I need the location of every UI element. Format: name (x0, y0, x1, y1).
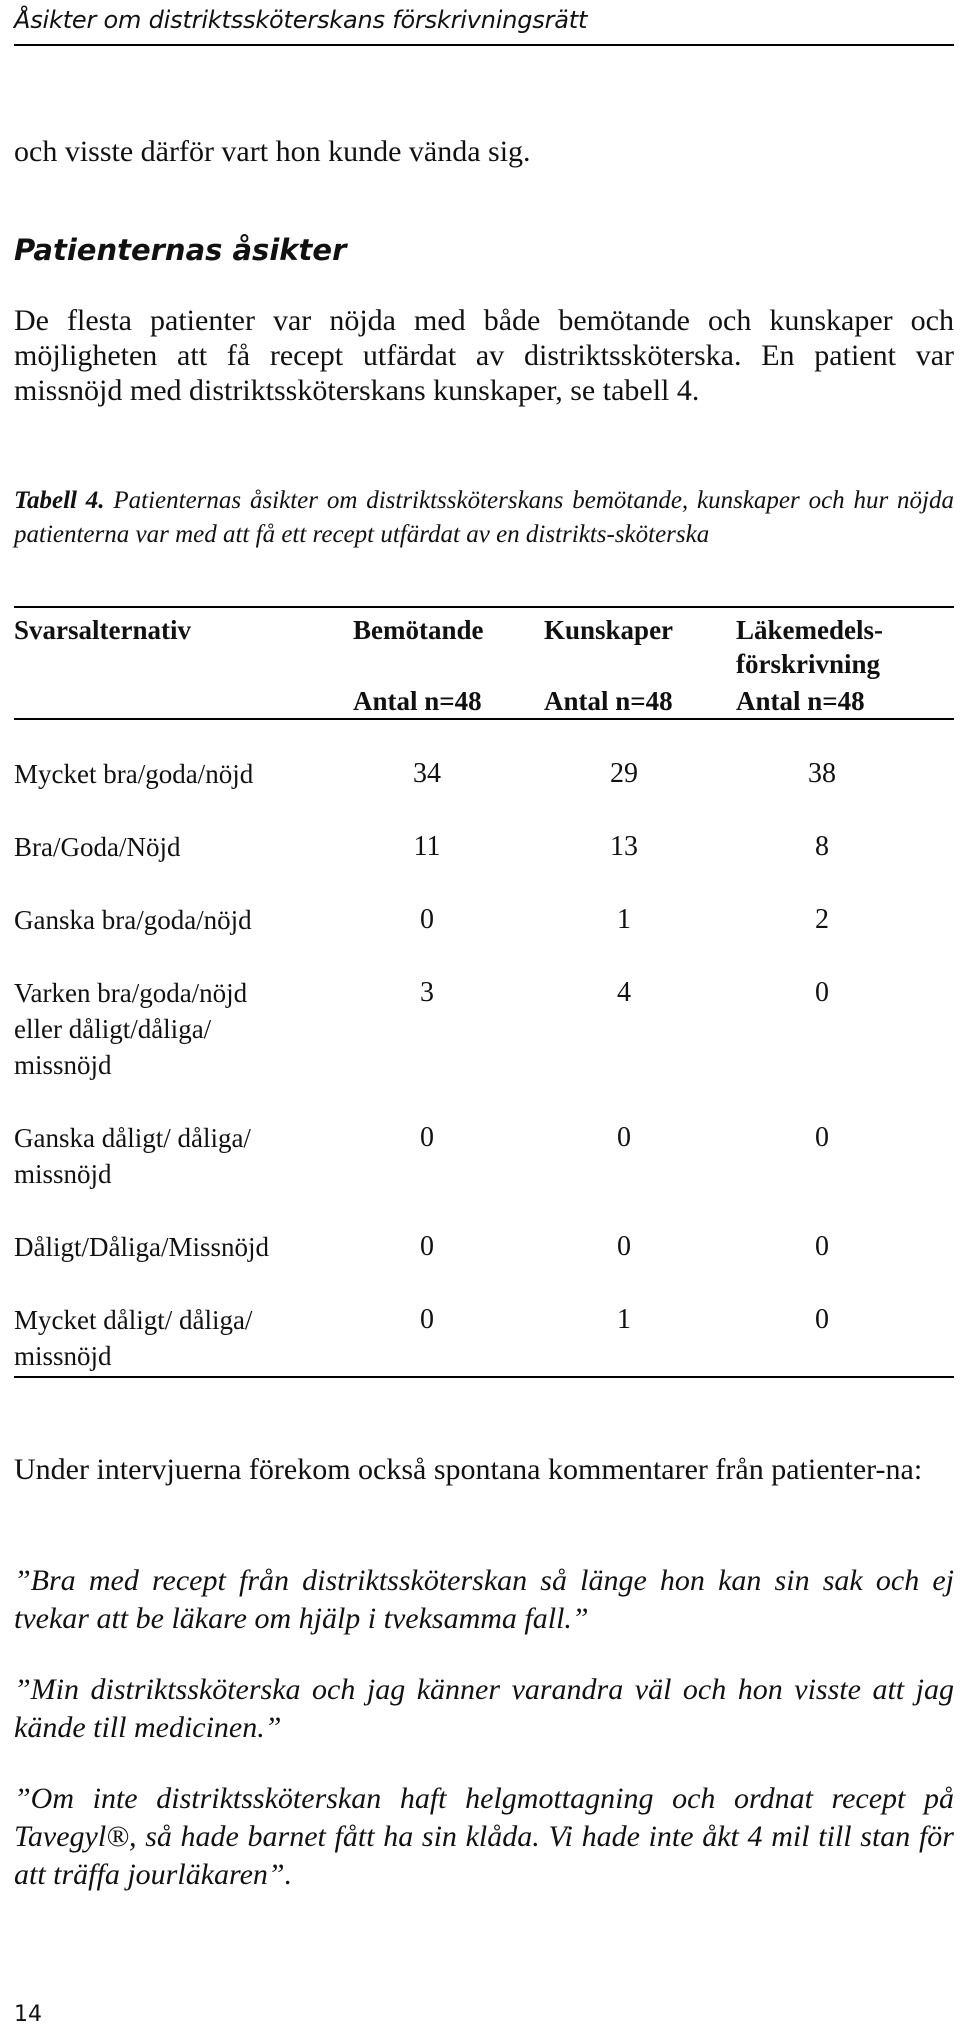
col-n-kunskaper: Antal n=48 (544, 686, 673, 716)
table-row-label: Mycket dåligt/ dåliga/ (14, 1305, 253, 1335)
table-cell-kunskaper: 13 (610, 831, 638, 862)
table-cell-kunskaper: 29 (610, 758, 638, 789)
table-row-label: Varken bra/goda/nöjd (14, 978, 248, 1008)
table-top-rule (14, 606, 954, 608)
table-cell-bemotande: 34 (413, 758, 441, 789)
col-header-forskrivning: förskrivning (736, 649, 881, 679)
table-cell-bemotande: 3 (420, 977, 434, 1008)
table-cell-bemotande: 0 (420, 1304, 434, 1335)
col-n-bemotande: Antal n=48 (353, 686, 482, 716)
table-cell-lakemedel: 0 (815, 1231, 829, 1262)
table-cell-lakemedel: 0 (815, 1304, 829, 1335)
paragraph-comments: Under intervjuerna förekom också spontana kommentarer från patienter-na: (14, 1453, 923, 1486)
table-cell-lakemedel: 0 (815, 1122, 829, 1153)
table-cell-lakemedel: 38 (808, 758, 836, 789)
col-n-lakemedel: Antal n=48 (736, 686, 865, 716)
table-row-label: Ganska dåligt/ dåliga/ (14, 1123, 251, 1153)
table-row-label: eller dåligt/dåliga/ (14, 1014, 212, 1044)
table-row-label: missnöjd (14, 1341, 112, 1371)
table-cell-lakemedel: 8 (815, 831, 829, 862)
table-caption-label: Tabell 4. (14, 487, 105, 514)
header-rule (14, 44, 954, 46)
table-row-label: Dåligt/Dåliga/Missnöjd (14, 1232, 269, 1262)
table-cell-lakemedel: 2 (815, 904, 829, 935)
table-cell-bemotande: 0 (420, 1122, 434, 1153)
table-row-label: Bra/Goda/Nöjd (14, 832, 181, 862)
table-cell-bemotande: 0 (420, 904, 434, 935)
col-header-svarsalternativ: Svarsalternativ (14, 615, 191, 645)
table-cell-kunskaper: 0 (617, 1122, 631, 1153)
col-header-kunskaper: Kunskaper (544, 615, 674, 645)
table-cell-kunskaper: 4 (617, 977, 631, 1008)
table-cell-bemotande: 11 (413, 831, 441, 862)
page-number: 14 (14, 2002, 42, 2027)
running-header: Åsikter om distriktssköterskans förskrivningsrätt (14, 6, 588, 34)
col-header-bemotande: Bemötande (353, 615, 484, 645)
paragraph-summary: De flesta patienter var nöjda med både bemötande och kunskaper och möjligheten att få recept utfärdat av distriktssköterska. En patient var missnöjd med distriktssköterskans kunskaper, se tabell 4. (14, 304, 954, 407)
table-cell-bemotande: 0 (420, 1231, 434, 1262)
table-cell-lakemedel: 0 (815, 977, 829, 1008)
section-heading: Patienternas åsikter (14, 233, 347, 267)
quote-2: ”Min distriktssköterska och jag känner varandra väl och hon visste att jag kände till medicinen.” (14, 1673, 954, 1744)
quote-1: ”Bra med recept från distriktssköterskan så länge hon kan sin sak och ej tvekar att be läkare om hjälp i tveksamma fall.” (14, 1564, 954, 1635)
table-header-rule (14, 718, 954, 720)
table-cell-kunskaper: 0 (617, 1231, 631, 1262)
quote-3: ”Om inte distriktssköterskan haft helgmottagning och ordnat recept på Tavegyl®, så hade barnet fått ha sin klåda. Vi hade inte åkt 4 mil till stan för att träffa jourläkaren”. (14, 1782, 954, 1891)
table-row-label: Ganska bra/goda/nöjd (14, 905, 252, 935)
table-row-label: missnöjd (14, 1159, 112, 1189)
table-cell-kunskaper: 1 (617, 904, 631, 935)
table-caption (14, 484, 954, 552)
col-header-lakemedels: Läkemedels- (736, 615, 883, 645)
table-caption-text: Patienternas åsikter om distriktssköterskans bemötande, kunskaper och hur nöjda patienterna var med att få ett recept utfärdat av en distrikts-sköterska (14, 487, 954, 548)
paragraph-intro: och visste därför vart hon kunde vända sig. (14, 135, 531, 168)
table-row-label: missnöjd (14, 1050, 112, 1080)
table-row-label: Mycket bra/goda/nöjd (14, 759, 254, 789)
table-bottom-rule (14, 1376, 954, 1378)
table-cell-kunskaper: 1 (617, 1304, 631, 1335)
